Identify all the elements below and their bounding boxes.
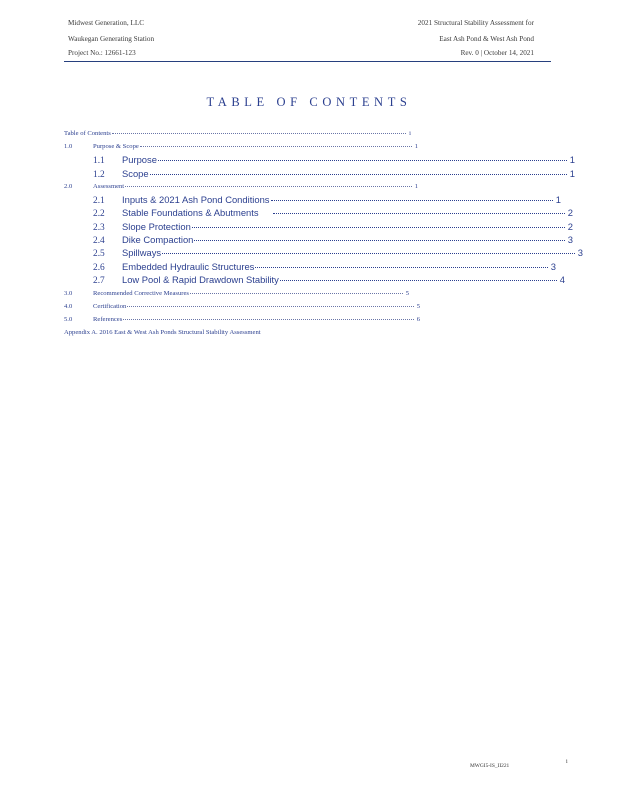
toc-entry-stable-foundations[interactable] xyxy=(93,207,573,219)
toc-entry-number: 1.1 xyxy=(93,156,105,166)
toc-entry-number: 2.4 xyxy=(93,236,105,246)
toc-leader xyxy=(273,213,565,214)
toc-leader xyxy=(194,240,564,241)
header-report-title: 2021 Structural Stability Assessment for xyxy=(417,19,534,27)
header-revision-date: Rev. 0 | October 14, 2021 xyxy=(460,49,534,57)
toc-entry-page: 5 xyxy=(405,290,409,297)
header-ponds: East Ash Pond & West Ash Pond xyxy=(439,35,534,43)
toc-entry-text: Spillways xyxy=(122,247,162,258)
toc-entry-number: 2.3 xyxy=(93,223,105,233)
toc-entry-number: 4.0 xyxy=(64,303,73,310)
toc-leader xyxy=(192,227,565,228)
toc-entry-page: 1 xyxy=(414,183,418,190)
toc-entry-number: 2.1 xyxy=(93,196,105,206)
toc-entry-text: Dike Compaction xyxy=(122,234,194,245)
toc-entry-number: 2.6 xyxy=(93,263,105,273)
toc-entry-text: Stable Foundations & Abutments xyxy=(122,207,259,218)
toc-entry-text: Recommended Corrective Measures xyxy=(93,290,189,297)
toc-entry-spillways[interactable] xyxy=(93,247,583,259)
toc-leader xyxy=(280,280,557,281)
toc-entry-corrective-measures[interactable] xyxy=(64,290,409,297)
toc-leader xyxy=(127,306,413,307)
toc-entry-page: 4 xyxy=(559,274,565,285)
toc-entry-page: 2 xyxy=(567,207,573,218)
header-project-number: Project No.: 12661-123 xyxy=(68,49,136,57)
toc-entry-text: Purpose xyxy=(122,154,157,165)
toc-entry-page: 1 xyxy=(414,143,418,150)
toc-entry-purpose[interactable] xyxy=(93,154,575,166)
toc-entry-text: Embedded Hydraulic Structures xyxy=(122,261,255,272)
toc-entry-number: 2.2 xyxy=(93,209,105,219)
toc-leader xyxy=(255,267,547,268)
toc-entry-page: 1 xyxy=(569,168,575,179)
toc-entry-number: 2.5 xyxy=(93,249,105,259)
toc-entry-number: 1.0 xyxy=(64,143,73,150)
footer-document-code: MWGI5-IS_II221 xyxy=(470,763,510,769)
toc-entry-purpose-scope[interactable] xyxy=(64,143,418,150)
toc-entry-number: 2.0 xyxy=(64,183,73,190)
toc-entry-text: Low Pool & Rapid Drawdown Stability xyxy=(122,274,279,285)
toc-entry-embedded-hydraulic[interactable] xyxy=(93,261,556,273)
toc-entry-table-of-contents[interactable] xyxy=(64,130,411,137)
toc-title: TABLE OF CONTENTS xyxy=(206,95,412,109)
toc-entry-text: Assessment xyxy=(93,183,125,190)
footer-page-number: i xyxy=(566,759,568,765)
toc-leader xyxy=(190,293,403,294)
toc-entry-dike-compaction[interactable] xyxy=(93,234,573,246)
toc-entry-text: Scope xyxy=(122,168,149,179)
toc-entry-page: 1 xyxy=(555,194,561,205)
toc-entry-page: 1 xyxy=(569,154,575,165)
toc-entry-slope-protection[interactable] xyxy=(93,221,573,233)
header-rule xyxy=(64,61,551,62)
toc-entry-low-pool-drawdown[interactable] xyxy=(93,274,565,286)
toc-entry-page: 2 xyxy=(567,221,573,232)
toc-entry-number: 1.2 xyxy=(93,170,105,180)
toc-entry-text: Slope Protection xyxy=(122,221,191,232)
toc-entry-inputs-conditions[interactable] xyxy=(93,194,561,206)
toc-entry-text: References xyxy=(93,316,123,323)
toc-entry-page: 5 xyxy=(416,303,420,310)
toc-entry-number: 2.7 xyxy=(93,276,105,286)
toc-leader xyxy=(140,146,412,147)
toc-leader xyxy=(112,133,406,134)
toc-entry-page: 3 xyxy=(577,247,583,258)
toc-leader xyxy=(123,319,413,320)
toc-leader xyxy=(125,186,412,187)
toc-entry-text: Certification xyxy=(93,303,127,310)
toc-entry-references[interactable] xyxy=(64,316,420,323)
toc-leader xyxy=(271,200,553,201)
toc-entry-page: i xyxy=(409,130,411,137)
toc-entry-assessment[interactable] xyxy=(64,183,418,190)
toc-entry-scope[interactable] xyxy=(93,168,575,180)
toc-entry-page: 6 xyxy=(416,316,420,323)
toc-entry-appendix-a[interactable]: Appendix A. 2016 East & West Ash Ponds Structural Stability Assessment xyxy=(64,329,261,336)
toc-leader xyxy=(158,160,567,161)
toc-entry-page: 3 xyxy=(567,234,573,245)
toc-entry-number: 5.0 xyxy=(64,316,73,323)
toc-entry-page: 3 xyxy=(550,261,556,272)
toc-entry-text: Table of Contents xyxy=(64,130,111,137)
header-company: Midwest Generation, LLC xyxy=(68,19,145,27)
toc-entry-text: Inputs & 2021 Ash Pond Conditions xyxy=(122,194,270,205)
toc-leader xyxy=(162,253,575,254)
toc-leader xyxy=(150,174,567,175)
toc-entry-certification[interactable] xyxy=(64,303,420,310)
header-station: Waukegan Generating Station xyxy=(68,35,155,43)
toc-entry-text: Purpose & Scope xyxy=(93,143,139,150)
toc-entry-number: 3.0 xyxy=(64,290,73,297)
